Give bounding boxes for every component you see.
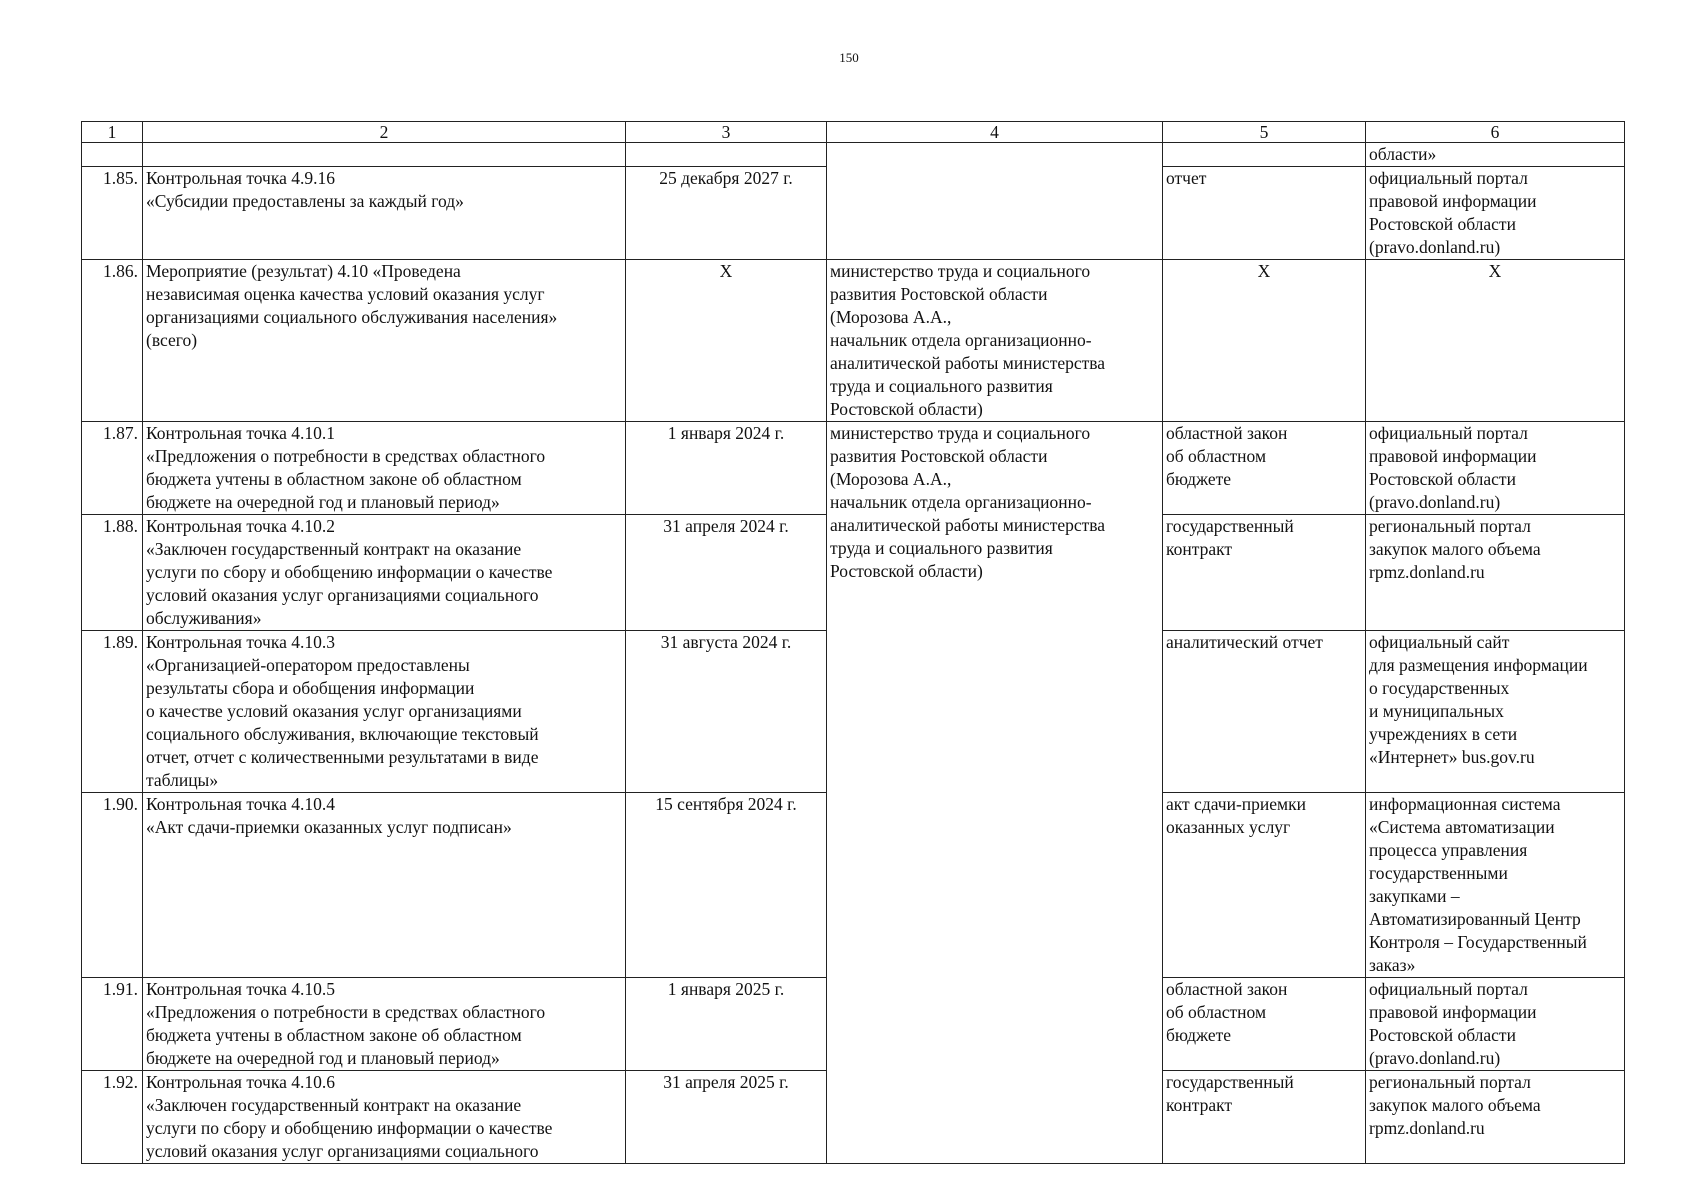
header-cell: 2	[143, 122, 626, 143]
cell-num: 1.90.	[82, 793, 143, 978]
cell-name: Контрольная точка 4.10.2 «Заключен государственный контракт на оказание услуги по сбору и обобщению информации о качестве условий оказания услуг организациями социального обслуживания»	[143, 515, 626, 631]
header-cell: 3	[626, 122, 827, 143]
cell-date: 31 апреля 2024 г.	[626, 515, 827, 631]
cell-doc: акт сдачи-приемки оказанных услуг	[1163, 793, 1366, 978]
cell-date: 31 августа 2024 г.	[626, 631, 827, 793]
cell-name	[143, 143, 626, 167]
cell-num	[82, 143, 143, 167]
cell-num: 1.92.	[82, 1071, 143, 1164]
cell-num: 1.88.	[82, 515, 143, 631]
cell-num: 1.87.	[82, 422, 143, 515]
table-row	[82, 260, 1625, 422]
header-cell: 6	[1366, 122, 1625, 143]
header-cell: 4	[827, 122, 1163, 143]
cell-responsible: министерство труда и социального развития Ростовской области (Морозова А.А., начальник отдела организационно- аналитической работы министерства труда и социального развития Ростовской области)	[827, 422, 1163, 1164]
cell-num: 1.89.	[82, 631, 143, 793]
cell-name: Мероприятие (результат) 4.10 «Проведена независимая оценка качества условий оказания услуг организациями социального обслуживания населения» (всего)	[143, 260, 626, 422]
cell-name: Контрольная точка 4.10.1 «Предложения о потребности в средствах областного бюджета учтены в областном законе об областном бюджете на очередной год и плановый период»	[143, 422, 626, 515]
cell-name: Контрольная точка 4.10.6 «Заключен государственный контракт на оказание услуги по сбору и обобщению информации о качестве условий оказания услуг организациями социального	[143, 1071, 626, 1164]
cell-date: 15 сентября 2024 г.	[626, 793, 827, 978]
cell-date: 25 декабря 2027 г.	[626, 167, 827, 260]
cell-doc: областной закон об областном бюджете	[1163, 978, 1366, 1071]
cell-responsible	[827, 143, 1163, 260]
cell-source: Х	[1366, 260, 1625, 422]
cell-source: области»	[1366, 143, 1625, 167]
cell-source: региональный портал закупок малого объема rpmz.donland.ru	[1366, 1071, 1625, 1164]
cell-source: официальный портал правовой информации Ростовской области (pravo.donland.ru)	[1366, 978, 1625, 1071]
cell-source: официальный портал правовой информации Ростовской области (pravo.donland.ru)	[1366, 167, 1625, 260]
header-cell: 1	[82, 122, 143, 143]
cell-num: 1.86.	[82, 260, 143, 422]
cell-date: Х	[626, 260, 827, 422]
cell-name: Контрольная точка 4.9.16 «Субсидии предоставлены за каждый год»	[143, 167, 626, 260]
cell-num: 1.91.	[82, 978, 143, 1071]
cell-date: 31 апреля 2025 г.	[626, 1071, 827, 1164]
continuation-row	[82, 143, 1625, 167]
cell-source: региональный портал закупок малого объема rpmz.donland.ru	[1366, 515, 1625, 631]
plan-table	[81, 121, 1625, 1164]
cell-responsible: министерство труда и социального развития Ростовской области (Морозова А.А., начальник отдела организационно- аналитической работы министерства труда и социального развития Ростовской области)	[827, 260, 1163, 422]
cell-date: 1 января 2024 г.	[626, 422, 827, 515]
cell-source: информационная система «Система автоматизации процесса управления государственными закупками – Автоматизированный Центр Контроля – Государственный заказ»	[1366, 793, 1625, 978]
cell-source: официальный сайт для размещения информации о государственных и муниципальных учреждениях в сети «Интернет» bus.gov.ru	[1366, 631, 1625, 793]
cell-date	[626, 143, 827, 167]
cell-doc: областной закон об областном бюджете	[1163, 422, 1366, 515]
header-cell: 5	[1163, 122, 1366, 143]
cell-name: Контрольная точка 4.10.3 «Организацией-оператором предоставлены результаты сбора и обобщения информации о качестве условий оказания услуг организациями социального обслуживания, включающие текстовый отчет, отчет с количественными результатами в виде таблицы»	[143, 631, 626, 793]
cell-name: Контрольная точка 4.10.4 «Акт сдачи-приемки оказанных услуг подписан»	[143, 793, 626, 978]
cell-doc: Х	[1163, 260, 1366, 422]
cell-doc: государственный контракт	[1163, 1071, 1366, 1164]
cell-doc	[1163, 143, 1366, 167]
cell-doc: государственный контракт	[1163, 515, 1366, 631]
cell-doc: аналитический отчет	[1163, 631, 1366, 793]
cell-source: официальный портал правовой информации Ростовской области (pravo.donland.ru)	[1366, 422, 1625, 515]
cell-name: Контрольная точка 4.10.5 «Предложения о потребности в средствах областного бюджета учтены в областном законе об областном бюджете на очередной год и плановый период»	[143, 978, 626, 1071]
table-row	[82, 422, 1625, 515]
page-number: 150	[839, 50, 859, 65]
header-row	[82, 122, 1625, 143]
cell-date: 1 января 2025 г.	[626, 978, 827, 1071]
cell-num: 1.85.	[82, 167, 143, 260]
cell-doc: отчет	[1163, 167, 1366, 260]
